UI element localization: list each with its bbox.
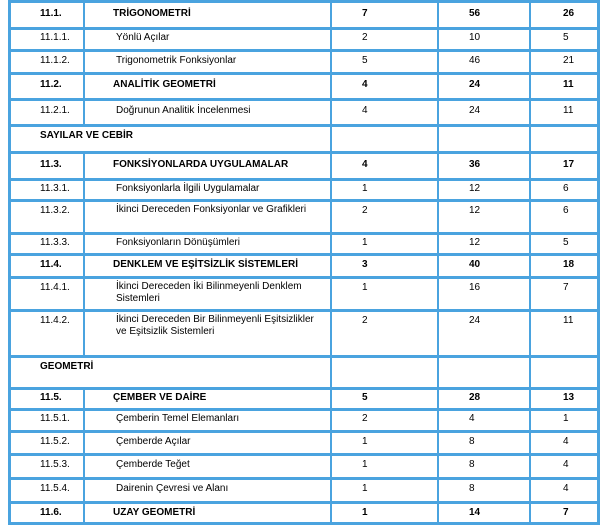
table-border — [330, 27, 332, 49]
row-percent: 4 — [469, 413, 475, 424]
row-hours: 1 — [362, 237, 368, 248]
table-border — [330, 98, 332, 124]
table-border — [529, 27, 531, 49]
row-title: Dairenin Çevresi ve Alanı — [116, 483, 229, 494]
row-title: Çemberin Temel Elemanları — [116, 413, 240, 424]
table-border — [330, 199, 332, 232]
table-border — [330, 387, 332, 408]
table-border — [83, 430, 85, 453]
row-percent: 12 — [469, 183, 481, 194]
row-code: 11.5.1. — [40, 413, 70, 424]
row-hours: 1 — [362, 507, 368, 518]
table-border — [529, 178, 531, 199]
table-border — [8, 199, 11, 232]
table-border — [8, 501, 600, 504]
row-percent: 24 — [469, 105, 481, 116]
table-border — [330, 453, 332, 477]
table-border — [330, 232, 332, 253]
row-questions: 5 — [563, 32, 569, 43]
table-border — [529, 49, 531, 72]
table-border — [8, 253, 11, 276]
row-questions: 6 — [563, 205, 569, 216]
row-title: İkinci Dereceden Fonksiyonlar ve Grafikleri — [116, 204, 307, 215]
table-border — [437, 98, 439, 124]
table-border — [330, 0, 332, 27]
table-border — [437, 199, 439, 232]
table-border — [529, 408, 531, 430]
table-border — [83, 309, 85, 355]
row-percent: 36 — [469, 159, 481, 170]
table-border — [437, 387, 439, 408]
row-percent: 56 — [469, 8, 481, 19]
table-border — [8, 72, 11, 98]
table-border — [8, 276, 11, 309]
table-border — [529, 453, 531, 477]
table-border — [8, 27, 11, 49]
table-border — [8, 151, 600, 154]
table-border — [8, 355, 11, 387]
row-percent: 10 — [469, 32, 481, 43]
table-border — [8, 124, 11, 151]
row-code: 11.5.3. — [40, 459, 70, 470]
row-hours: 2 — [362, 315, 368, 326]
table-border — [330, 501, 332, 525]
row-code: 11.6. — [40, 507, 62, 518]
section-heading: GEOMETRİ — [40, 361, 94, 372]
row-title: Fonksiyonların Dönüşümleri — [116, 237, 240, 248]
table-border — [8, 72, 600, 75]
table-border — [529, 477, 531, 501]
table-border — [83, 49, 85, 72]
row-questions: 1 — [563, 413, 569, 424]
row-percent: 12 — [469, 205, 481, 216]
table-border — [529, 151, 531, 178]
table-border — [437, 309, 439, 355]
row-questions: 11 — [563, 315, 574, 326]
row-code: 11.3.3. — [40, 237, 70, 248]
row-code: 11.4.1. — [40, 282, 70, 293]
table-border — [8, 98, 600, 101]
table-border — [83, 477, 85, 501]
table-border — [8, 309, 11, 355]
row-hours: 4 — [362, 159, 368, 170]
row-title: TRİGONOMETRİ — [113, 8, 191, 19]
row-code: 11.5.4. — [40, 483, 70, 494]
table-border — [8, 232, 11, 253]
row-questions: 4 — [563, 436, 569, 447]
table-border — [330, 430, 332, 453]
table-border — [83, 0, 85, 27]
table-border — [437, 124, 439, 151]
table-border — [8, 276, 600, 279]
table-border — [529, 0, 531, 27]
table-border — [83, 199, 85, 232]
table-border — [83, 387, 85, 408]
row-code: 11.1.1. — [40, 32, 70, 43]
table-border — [330, 151, 332, 178]
table-border — [330, 124, 332, 151]
table-border — [529, 232, 531, 253]
table-border — [83, 98, 85, 124]
row-percent: 46 — [469, 55, 481, 66]
row-code: 11.3.2. — [40, 205, 70, 216]
table-border — [330, 276, 332, 309]
table-border — [8, 408, 11, 430]
table-border — [529, 430, 531, 453]
table-border — [330, 178, 332, 199]
table-border — [437, 355, 439, 387]
table-border — [8, 477, 11, 501]
row-hours: 1 — [362, 483, 368, 494]
row-hours: 1 — [362, 282, 368, 293]
row-title: İkinci Dereceden Bir Bilinmeyenli Eşitsizlikler ve Eşitsizlik Sistemleri — [116, 314, 314, 337]
row-hours: 3 — [362, 259, 368, 270]
table-border — [8, 151, 11, 178]
row-title: Doğrunun Analitik İncelenmesi — [116, 105, 251, 116]
table-border — [8, 199, 600, 202]
table-border — [8, 477, 600, 480]
table-border — [8, 232, 600, 235]
table-border — [437, 408, 439, 430]
table-border — [83, 72, 85, 98]
table-border — [8, 49, 600, 52]
row-hours: 1 — [362, 459, 368, 470]
row-code: 11.3. — [40, 159, 62, 170]
table-border — [437, 232, 439, 253]
row-code: 11.4. — [40, 259, 62, 270]
table-border — [83, 276, 85, 309]
table-border — [83, 453, 85, 477]
table-border — [437, 453, 439, 477]
table-border — [83, 501, 85, 525]
row-questions: 4 — [563, 459, 569, 470]
table-border — [437, 253, 439, 276]
table-border — [437, 477, 439, 501]
table-border — [330, 355, 332, 387]
row-questions: 18 — [563, 259, 575, 270]
row-questions: 21 — [563, 55, 575, 66]
table-border — [437, 430, 439, 453]
row-hours: 7 — [362, 8, 368, 19]
table-border — [83, 27, 85, 49]
table-border — [437, 178, 439, 199]
section-heading: SAYILAR VE CEBİR — [40, 130, 133, 141]
row-percent: 24 — [469, 315, 481, 326]
row-code: 11.1. — [40, 8, 62, 19]
row-percent: 12 — [469, 237, 481, 248]
table-border — [529, 72, 531, 98]
row-hours: 2 — [362, 413, 368, 424]
row-title: İkinci Dereceden İki Bilinmeyenli Denklem Sistemleri — [116, 281, 302, 304]
table-border — [437, 0, 439, 27]
table-border — [437, 27, 439, 49]
row-percent: 24 — [469, 79, 481, 90]
row-questions: 11 — [563, 105, 574, 116]
row-questions: 11 — [563, 79, 574, 90]
row-hours: 5 — [362, 392, 368, 403]
row-title: ANALİTİK GEOMETRİ — [113, 79, 216, 90]
row-title: ÇEMBER VE DAİRE — [113, 392, 207, 403]
table-border — [529, 199, 531, 232]
row-questions: 26 — [563, 8, 575, 19]
row-questions: 6 — [563, 183, 569, 194]
table-border — [437, 501, 439, 525]
table-border — [8, 453, 600, 456]
table-border — [8, 49, 11, 72]
table-border — [437, 151, 439, 178]
row-questions: 13 — [563, 392, 575, 403]
table-border — [529, 387, 531, 408]
table-border — [83, 151, 85, 178]
row-percent: 8 — [469, 483, 475, 494]
row-hours: 1 — [362, 183, 368, 194]
row-hours: 2 — [362, 32, 368, 43]
row-title: Fonksiyonlarla İlgili Uygulamalar — [116, 183, 260, 194]
table-border — [529, 253, 531, 276]
row-percent: 28 — [469, 392, 481, 403]
table-border — [8, 387, 11, 408]
row-questions: 7 — [563, 507, 569, 518]
table-border — [529, 98, 531, 124]
table-border — [83, 408, 85, 430]
table-border — [8, 430, 11, 453]
table-border — [330, 309, 332, 355]
table-border — [83, 178, 85, 199]
row-code: 11.5. — [40, 392, 62, 403]
table-border — [8, 387, 600, 390]
table-border — [8, 178, 11, 199]
table-border — [8, 0, 11, 27]
row-code: 11.1.2. — [40, 55, 70, 66]
row-title: Trigonometrik Fonksiyonlar — [116, 55, 237, 66]
table-border — [437, 72, 439, 98]
row-hours: 4 — [362, 105, 368, 116]
table-border — [529, 309, 531, 355]
row-code: 11.2.1. — [40, 105, 70, 116]
row-title: Çemberde Açılar — [116, 436, 191, 447]
row-title: FONKSİYONLARDA UYGULAMALAR — [113, 159, 289, 170]
row-code: 11.5.2. — [40, 436, 70, 447]
table-border — [8, 309, 600, 312]
table-border — [8, 0, 600, 3]
row-title: UZAY GEOMETRİ — [113, 507, 196, 518]
table-border — [330, 408, 332, 430]
table-border — [8, 124, 600, 127]
row-percent: 8 — [469, 436, 475, 447]
row-code: 11.4.2. — [40, 315, 70, 326]
table-border — [330, 49, 332, 72]
table-border — [529, 124, 531, 151]
table-border — [8, 453, 11, 477]
row-questions: 17 — [563, 159, 575, 170]
row-percent: 16 — [469, 282, 481, 293]
row-percent: 40 — [469, 259, 481, 270]
table-border — [8, 501, 11, 525]
table-border — [529, 355, 531, 387]
row-percent: 8 — [469, 459, 475, 470]
row-title: DENKLEM VE EŞİTSİZLİK SİSTEMLERİ — [113, 259, 299, 270]
table-border — [8, 355, 600, 358]
table-border — [8, 253, 600, 256]
row-questions: 7 — [563, 282, 569, 293]
table-border — [437, 49, 439, 72]
table-border — [83, 253, 85, 276]
row-title: Çemberde Teğet — [116, 459, 190, 470]
table-border — [330, 477, 332, 501]
table-border — [8, 27, 600, 30]
table-border — [8, 178, 600, 181]
row-code: 11.3.1. — [40, 183, 70, 194]
row-code: 11.2. — [40, 79, 62, 90]
table-border — [529, 501, 531, 525]
table-border — [529, 276, 531, 309]
table-border — [437, 276, 439, 309]
row-hours: 2 — [362, 205, 368, 216]
table-border — [8, 408, 600, 411]
table-border — [8, 430, 600, 433]
table-border — [8, 98, 11, 124]
table-border — [330, 72, 332, 98]
row-hours: 1 — [362, 436, 368, 447]
row-hours: 4 — [362, 79, 368, 90]
row-percent: 14 — [469, 507, 481, 518]
table-border — [83, 232, 85, 253]
row-questions: 4 — [563, 483, 569, 494]
row-hours: 5 — [362, 55, 368, 66]
table-border — [330, 253, 332, 276]
row-questions: 5 — [563, 237, 569, 248]
row-title: Yönlü Açılar — [116, 32, 170, 43]
